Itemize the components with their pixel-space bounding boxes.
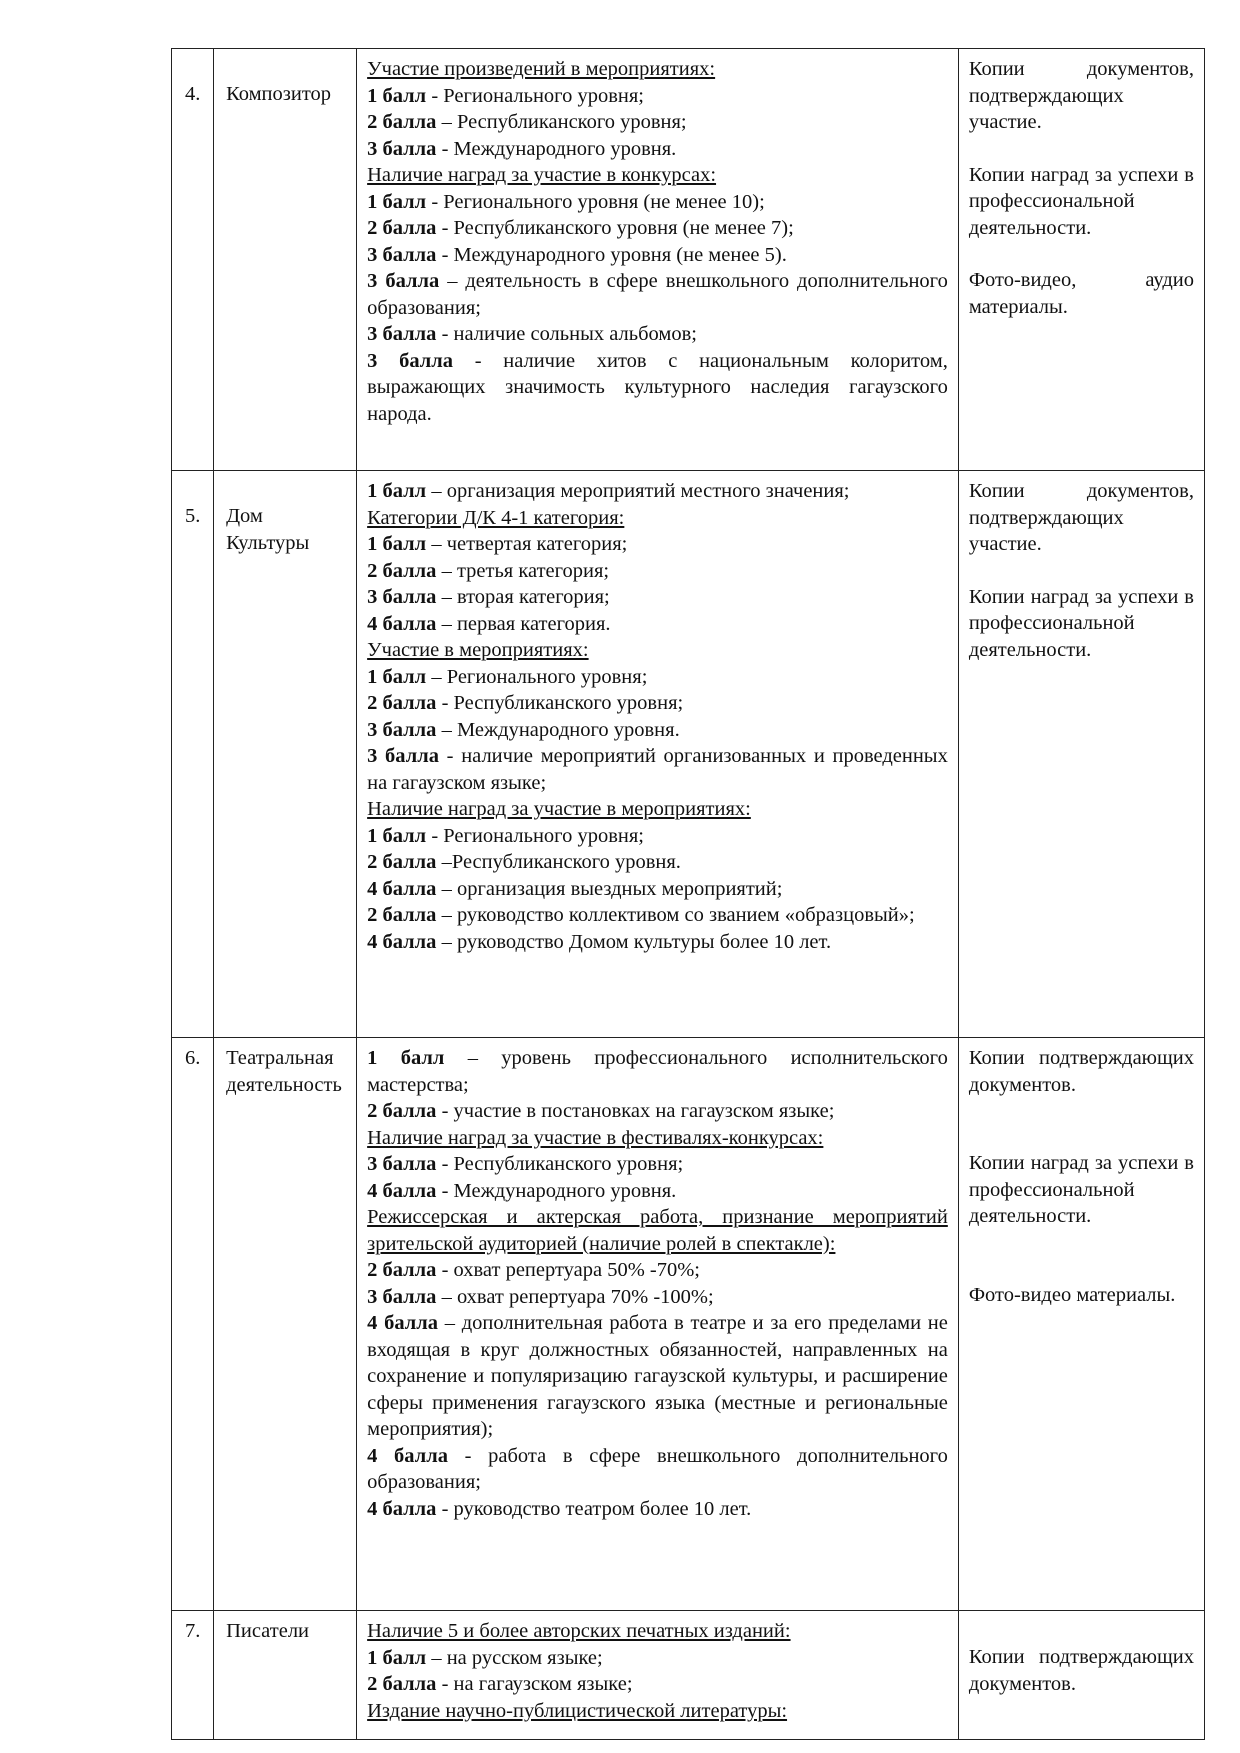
criteria-text: - Регионального уровня (не менее 10); xyxy=(426,190,765,213)
points-label: 1 балл xyxy=(367,665,427,688)
criteria-item xyxy=(367,83,948,110)
criteria-text: - Регионального уровня; xyxy=(426,84,644,107)
criteria-text: – Регионального уровня; xyxy=(426,665,648,688)
points-label: 2 балла xyxy=(367,1259,437,1281)
criteria-text: - наличие сольных альбомов; xyxy=(436,323,697,345)
criteria-table-body xyxy=(172,49,1205,1740)
category-name: Дом Культуры xyxy=(214,471,357,1038)
criteria-text: – вторая категория; xyxy=(436,586,610,608)
points-label: 1 балл xyxy=(367,533,427,555)
documents-cell xyxy=(958,1038,1204,1611)
criteria-item xyxy=(367,717,948,744)
points-label: 2 балла xyxy=(367,111,437,133)
points-label: 3 балла xyxy=(367,586,437,608)
criteria-text: – организация выездных мероприятий; xyxy=(436,877,783,900)
criteria-text: – Международного уровня. xyxy=(436,718,680,741)
criteria-text: – деятельность в сфере внешкольного дополнительного образования; xyxy=(367,270,948,319)
points-label: 2 балла xyxy=(367,1673,437,1695)
criteria-text: – дополнительная работа в театре и за его пределами не входящая в круг должностных обязанностей, направленных на сохранение и популяризацию гагаузской культуры, и расширение сферы применения гагаузского языка (местные и региональные мероприятия); xyxy=(367,1312,948,1440)
criteria-text: - на гагаузском языке; xyxy=(436,1673,633,1695)
criteria-item xyxy=(367,1671,948,1698)
criteria-text: – руководство коллективом со званием «образцовый»; xyxy=(436,904,915,926)
documents-spacer xyxy=(969,1256,1194,1282)
criteria-text: - Республиканского уровня; xyxy=(436,692,684,714)
criteria-item xyxy=(367,1178,948,1205)
criteria-heading: Наличие 5 и более авторских печатных изданий: xyxy=(367,1620,791,1642)
criteria-heading: Участие произведений в мероприятиях: xyxy=(367,58,716,80)
criteria-heading: Категории Д/К 4-1 категория: xyxy=(367,506,625,529)
documents-text: Копии документов, подтверждающих участие. xyxy=(968,58,1194,133)
criteria-item xyxy=(367,1098,948,1125)
documents-text: Копии подтверждающих документов. xyxy=(968,1646,1194,1695)
criteria-item xyxy=(367,664,948,691)
criteria-item xyxy=(367,242,948,269)
criteria-cell xyxy=(357,471,959,1038)
criteria-heading: Наличие наград за участие в мероприятиях: xyxy=(367,798,751,820)
documents-cell xyxy=(958,1611,1204,1740)
criteria-item xyxy=(367,584,948,611)
criteria-text: –Республиканского уровня. xyxy=(436,851,681,873)
documents-cell xyxy=(958,471,1204,1038)
criteria-text: – на русском языке; xyxy=(426,1646,603,1669)
points-label: 4 балла xyxy=(367,1444,448,1467)
table-row xyxy=(172,49,1205,471)
criteria-item xyxy=(367,136,948,163)
documents-text: Копии документов, подтверждающих участие. xyxy=(968,480,1194,555)
points-label: 2 балла xyxy=(367,904,437,926)
documents-spacer xyxy=(969,1618,1194,1644)
criteria-text: – уровень профессионального исполнительского мастерства; xyxy=(367,1047,948,1096)
criteria-text: – Республиканского уровня; xyxy=(436,111,687,133)
criteria-item xyxy=(367,1310,948,1443)
documents-text: Фото-видео материалы. xyxy=(968,1283,1176,1306)
criteria-text: - Международного уровня. xyxy=(436,1179,677,1202)
points-label: 3 балла xyxy=(367,1153,437,1175)
criteria-heading: Издание научно-публицистической литературы: xyxy=(367,1699,788,1722)
points-label: 2 балла xyxy=(367,851,437,873)
criteria-text: - наличие хитов с национальным колоритом, выражающих значимость культурного наследия гагаузского народа. xyxy=(367,349,948,425)
criteria-item xyxy=(367,823,948,850)
criteria-cell xyxy=(357,1038,959,1611)
category-name: Театральная деятельность xyxy=(214,1038,357,1611)
points-label: 3 балла xyxy=(367,243,437,266)
criteria-item xyxy=(367,558,948,585)
documents-text: Копии подтверждающих документов. xyxy=(968,1047,1194,1096)
criteria-item xyxy=(367,849,948,876)
points-label: 4 балла xyxy=(367,1497,437,1520)
points-label: 3 балла xyxy=(367,718,437,741)
criteria-item xyxy=(367,1151,948,1178)
criteria-text: - Республиканского уровня; xyxy=(436,1153,684,1175)
points-label: 1 балл xyxy=(367,190,427,213)
points-label: 1 балл xyxy=(367,84,427,107)
criteria-item xyxy=(367,929,948,956)
documents-text: Копии наград за успехи в профессиональной деятельности. xyxy=(968,163,1194,239)
documents-text: Фото-видео, аудио материалы. xyxy=(968,269,1194,318)
points-label: 3 балла xyxy=(367,1285,437,1308)
criteria-item xyxy=(367,902,948,929)
criteria-item xyxy=(367,1257,948,1284)
table-row xyxy=(172,1038,1205,1611)
points-label: 3 балла xyxy=(367,349,454,372)
table-row xyxy=(172,1611,1205,1740)
criteria-item xyxy=(367,348,948,428)
points-label: 1 балл xyxy=(367,824,427,847)
table-row xyxy=(172,471,1205,1038)
criteria-heading: Режиссерская и актерская работа, признание мероприятий зрительской аудиторией (наличие ролей в спектакле): xyxy=(367,1206,948,1255)
criteria-item xyxy=(367,531,948,558)
criteria-item xyxy=(367,215,948,242)
points-label: 4 балла xyxy=(367,930,437,953)
points-label: 3 балла xyxy=(367,745,439,767)
points-label: 3 балла xyxy=(367,137,437,160)
points-label: 2 балла xyxy=(367,559,437,582)
points-label: 1 балл xyxy=(367,1047,445,1069)
criteria-text: – организация мероприятий местного значения; xyxy=(426,480,850,502)
criteria-item xyxy=(367,1443,948,1496)
criteria-text: – первая категория. xyxy=(436,612,611,635)
row-number: 5. xyxy=(172,471,214,1038)
category-name: Писатели xyxy=(214,1611,357,1740)
criteria-item xyxy=(367,321,948,348)
criteria-item xyxy=(367,1045,948,1098)
documents-text: Копии наград за успехи в профессиональной деятельности. xyxy=(968,1152,1194,1227)
row-number: 4. xyxy=(172,49,214,471)
criteria-text: - наличие мероприятий организованных и проведенных на гагаузском языке; xyxy=(367,745,948,794)
criteria-text: - Регионального уровня; xyxy=(426,824,644,847)
points-label: 4 балла xyxy=(367,1179,437,1202)
points-label: 4 балла xyxy=(367,1312,439,1334)
criteria-item xyxy=(367,690,948,717)
criteria-text: – охват репертуара 70% -100%; xyxy=(436,1285,714,1308)
points-label: 2 балла xyxy=(367,692,437,714)
criteria-item xyxy=(367,611,948,638)
criteria-item xyxy=(367,478,948,505)
criteria-item xyxy=(367,109,948,136)
points-label: 2 балла xyxy=(367,1100,437,1122)
points-label: 2 балла xyxy=(367,217,437,239)
criteria-heading: Наличие наград за участие в конкурсах: xyxy=(367,164,717,186)
points-label: 3 балла xyxy=(367,323,437,345)
criteria-text: - Республиканского уровня (не менее 7); xyxy=(436,217,794,239)
documents-spacer xyxy=(969,1124,1194,1150)
criteria-text: - Международного уровня (не менее 5). xyxy=(436,243,787,266)
criteria-heading: Наличие наград за участие в фестивалях-конкурсах: xyxy=(367,1126,824,1149)
criteria-item xyxy=(367,743,948,796)
criteria-table xyxy=(171,48,1205,1740)
criteria-text: - руководство театром более 10 лет. xyxy=(436,1497,752,1520)
criteria-text: - участие в постановках на гагаузском языке; xyxy=(436,1100,835,1122)
criteria-item xyxy=(367,268,948,321)
criteria-item xyxy=(367,1496,948,1523)
points-label: 4 балла xyxy=(367,877,437,900)
points-label: 1 балл xyxy=(367,1646,427,1669)
criteria-text: – третья категория; xyxy=(436,559,610,582)
criteria-text: – четвертая категория; xyxy=(426,533,628,555)
points-label: 1 балл xyxy=(367,480,427,502)
row-number: 7. xyxy=(172,1611,214,1740)
criteria-text: - работа в сфере внешкольного дополнительного образования; xyxy=(367,1444,948,1493)
criteria-cell xyxy=(357,49,959,471)
criteria-item xyxy=(367,189,948,216)
category-name: Композитор xyxy=(214,49,357,471)
criteria-text: - охват репертуара 50% -70%; xyxy=(436,1259,701,1281)
documents-cell xyxy=(958,49,1204,471)
criteria-cell xyxy=(357,1611,959,1740)
criteria-heading: Участие в мероприятиях: xyxy=(367,639,589,661)
documents-text: Копии наград за успехи в профессиональной деятельности. xyxy=(968,585,1194,661)
criteria-text: - Международного уровня. xyxy=(436,137,677,160)
points-label: 3 балла xyxy=(367,270,440,292)
criteria-item xyxy=(367,1284,948,1311)
row-number: 6. xyxy=(172,1038,214,1611)
points-label: 4 балла xyxy=(367,612,437,635)
criteria-text: – руководство Домом культуры более 10 лет. xyxy=(436,930,832,953)
criteria-item xyxy=(367,876,948,903)
criteria-item xyxy=(367,1645,948,1672)
